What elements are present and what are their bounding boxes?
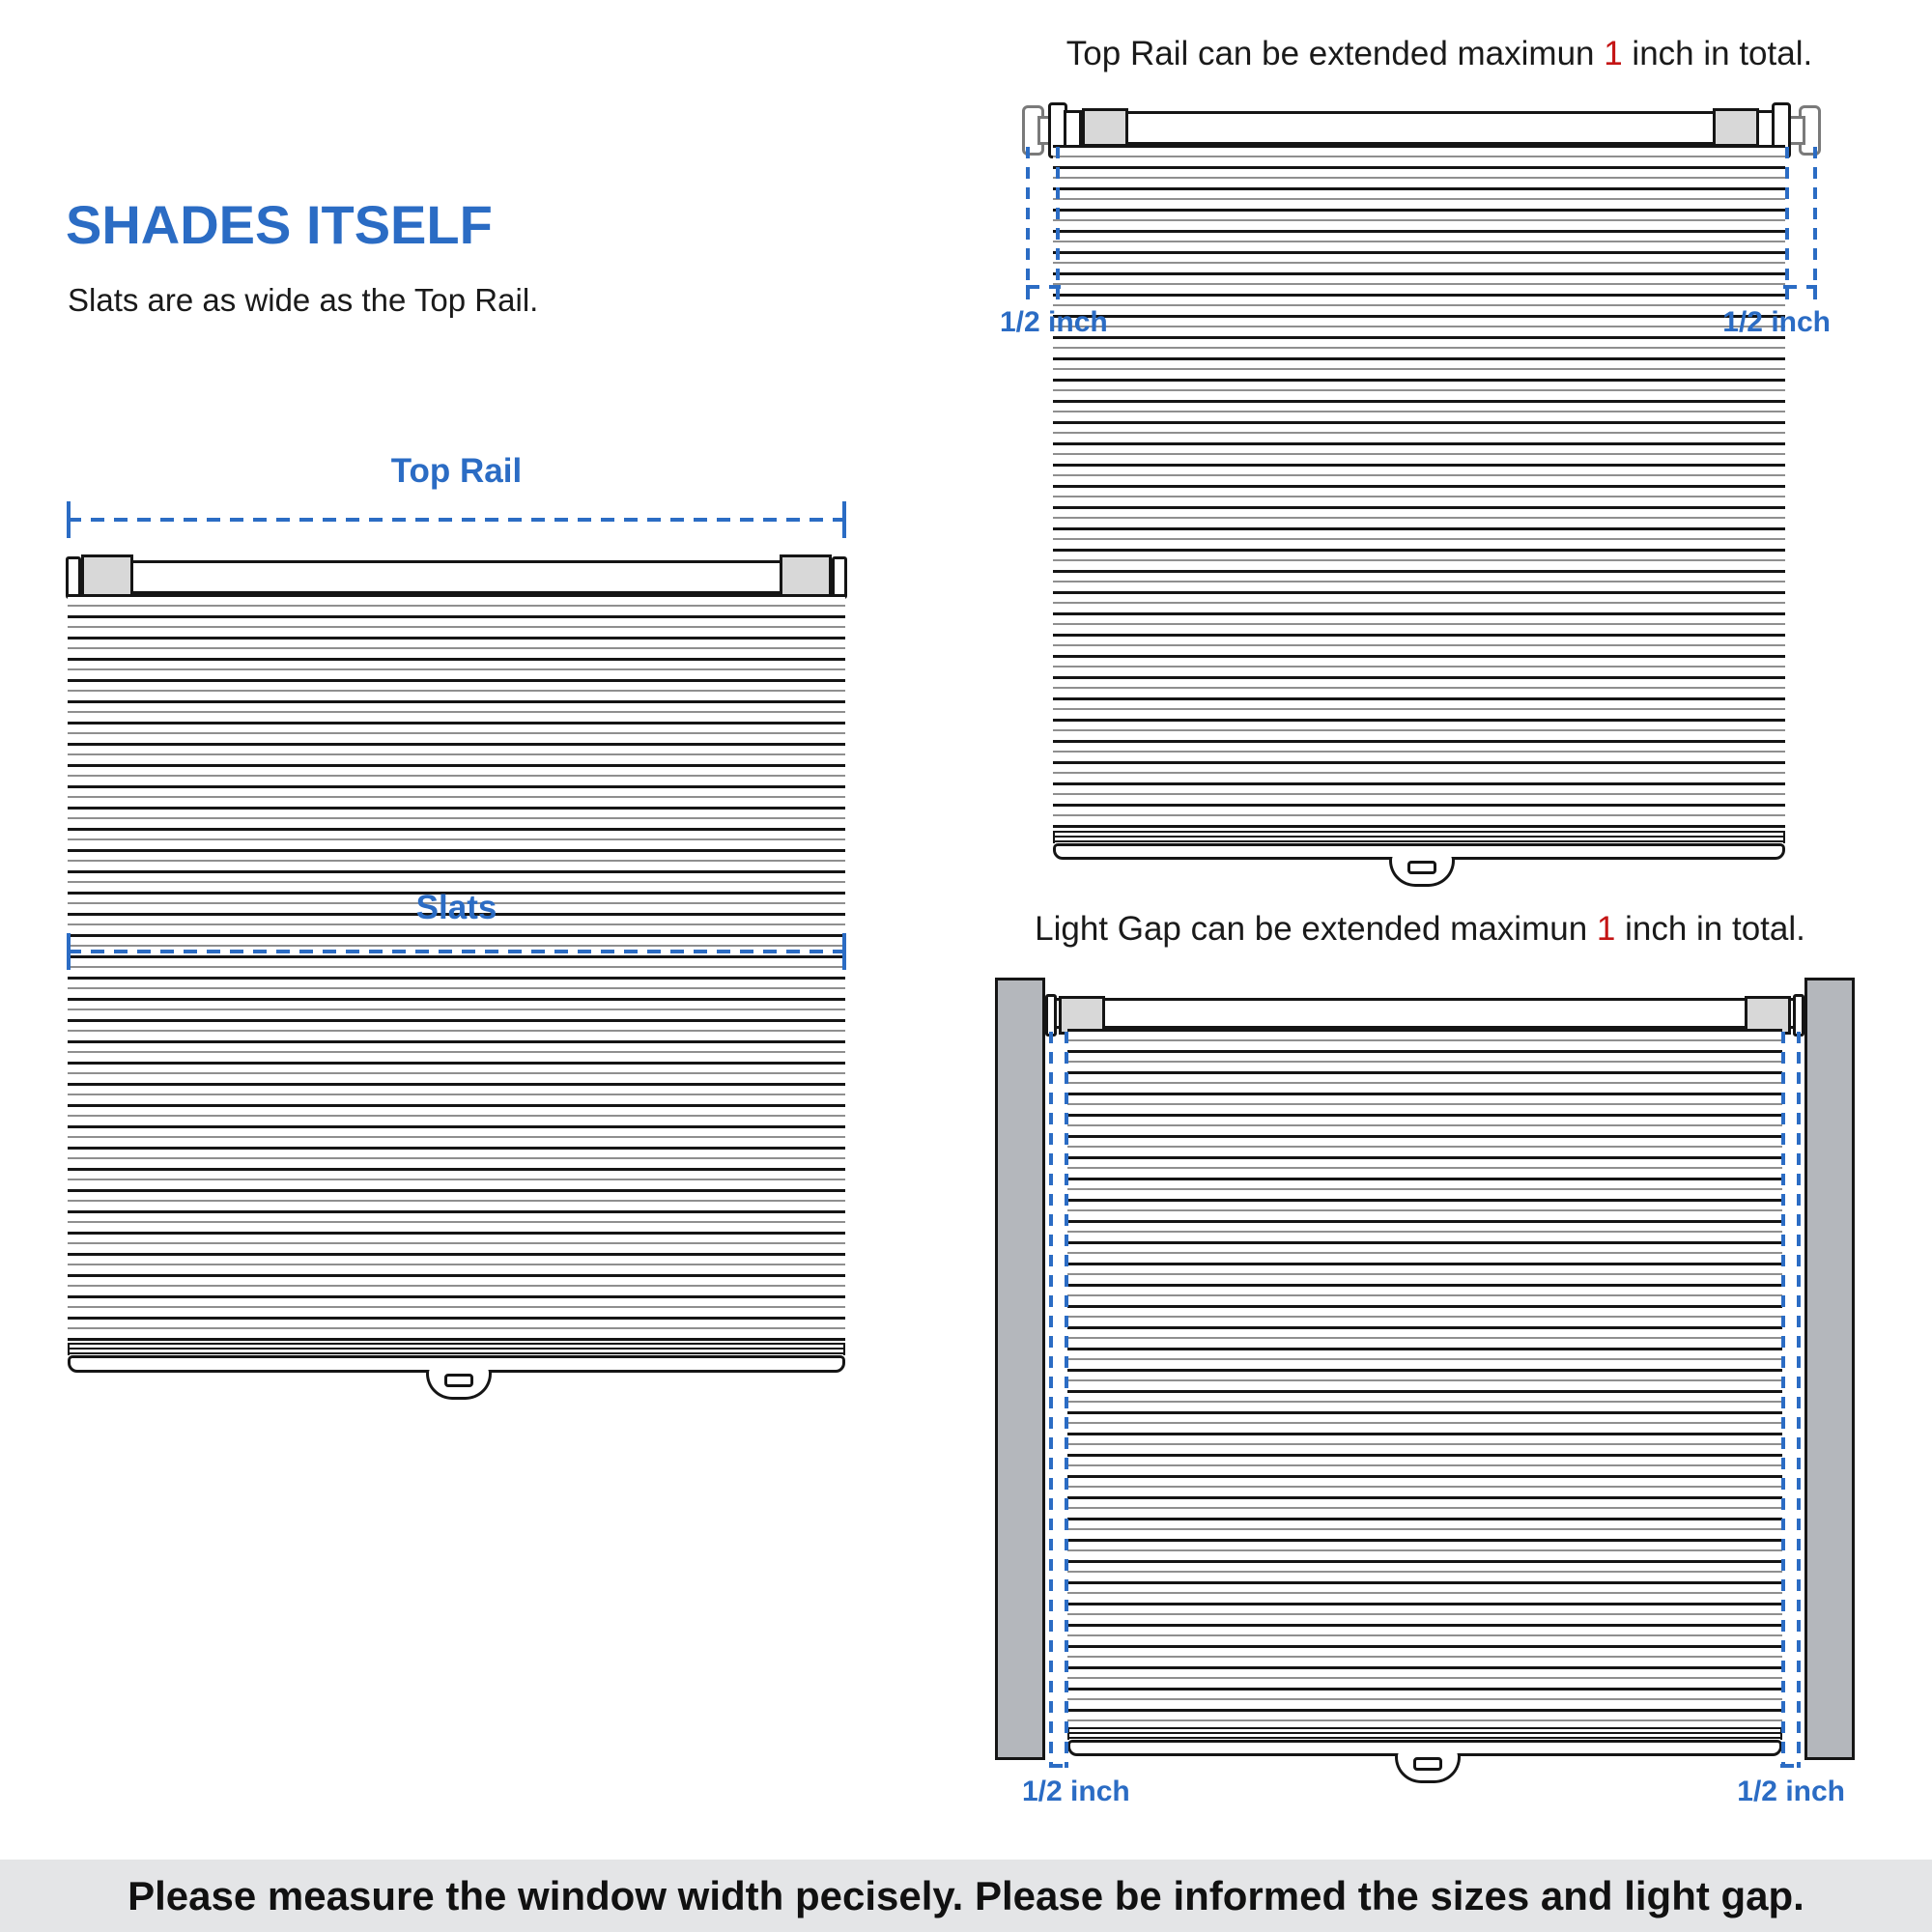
top-rail-shape	[1045, 998, 1804, 1029]
pull-handle	[426, 1370, 492, 1400]
title-text: inch in total.	[1622, 35, 1813, 72]
measure-tick-left	[67, 501, 71, 538]
top-rail-shape	[1061, 111, 1775, 145]
folded-slats-band	[1053, 831, 1785, 843]
measure-line-slat-edge-right	[1785, 147, 1789, 299]
slats-measure-line	[68, 950, 845, 953]
mount-bracket-left	[81, 554, 133, 599]
top-rail-shape	[68, 560, 845, 594]
pull-handle	[1395, 1753, 1461, 1783]
measure-connector-right	[1780, 1764, 1801, 1768]
measure-tick-right	[842, 501, 846, 538]
measure-connector-left	[1026, 285, 1061, 289]
top-rail-label: Top Rail	[390, 452, 523, 490]
handle-hole	[444, 1374, 473, 1387]
top-right-title	[1005, 35, 1874, 73]
bottom-right-title	[985, 910, 1855, 949]
title-highlight: 1	[1604, 35, 1623, 72]
left-subtitle: Slats are as wide as the Top Rail.	[68, 282, 539, 318]
handle-hole	[1407, 861, 1436, 874]
measure-connector-right	[1783, 285, 1817, 289]
slat-stack	[68, 594, 845, 1343]
measure-connector-left	[1049, 1764, 1069, 1768]
end-cap-left	[66, 556, 81, 599]
mount-bracket-left	[1082, 108, 1128, 147]
slats-label: Slats	[415, 889, 497, 926]
measure-line-rail-end-right	[1813, 147, 1817, 299]
shade-diagram-left	[68, 452, 845, 1408]
title-text: Top Rail can be extended maximun	[1065, 35, 1605, 72]
footer-message: Please measure the window width pecisely. Please be informed the sizes and light gap.	[128, 1872, 1804, 1918]
measure-line-slat-edge-left	[1065, 1032, 1068, 1768]
pull-handle	[1389, 857, 1455, 887]
mount-bracket-right	[780, 554, 832, 599]
page-title: SHADES ITSELF	[66, 194, 493, 255]
window-frame-left	[995, 978, 1045, 1760]
measure-value-left: 1/2 inch	[1000, 306, 1108, 338]
measure-line-frame-edge-right	[1797, 1032, 1801, 1768]
end-cap-left	[1045, 994, 1057, 1037]
footer-notice	[0, 1860, 1932, 1932]
measure-value-right: 1/2 inch	[1737, 1776, 1845, 1807]
slat-stack	[1067, 1029, 1782, 1727]
measure-tick-right	[842, 933, 846, 970]
measure-tick-left	[67, 933, 71, 970]
end-cap-right	[1793, 994, 1804, 1037]
measure-line-frame-edge-left	[1049, 1032, 1053, 1768]
slat-stack	[1053, 145, 1785, 831]
folded-slats-band	[68, 1343, 845, 1355]
title-highlight: 1	[1596, 910, 1616, 948]
title-text: inch in total.	[1615, 910, 1805, 948]
title-text: Light Gap can be extended maximun	[1035, 910, 1597, 948]
handle-hole	[1413, 1757, 1442, 1771]
end-cap-right	[832, 556, 847, 599]
measure-line-slat-edge-left	[1056, 147, 1060, 299]
measure-value-right: 1/2 inch	[1722, 306, 1831, 338]
folded-slats-band	[1067, 1727, 1782, 1740]
mount-bracket-right	[1713, 108, 1759, 147]
top-rail-measure-line	[68, 518, 845, 522]
measure-line-rail-end-left	[1026, 147, 1030, 299]
window-frame-right	[1804, 978, 1855, 1760]
shade-diagram-light-gap	[995, 978, 1855, 1818]
measure-line-slat-edge-right	[1781, 1032, 1785, 1768]
measure-value-left: 1/2 inch	[1022, 1776, 1130, 1807]
shade-diagram-top-rail-extension	[1000, 92, 1835, 923]
